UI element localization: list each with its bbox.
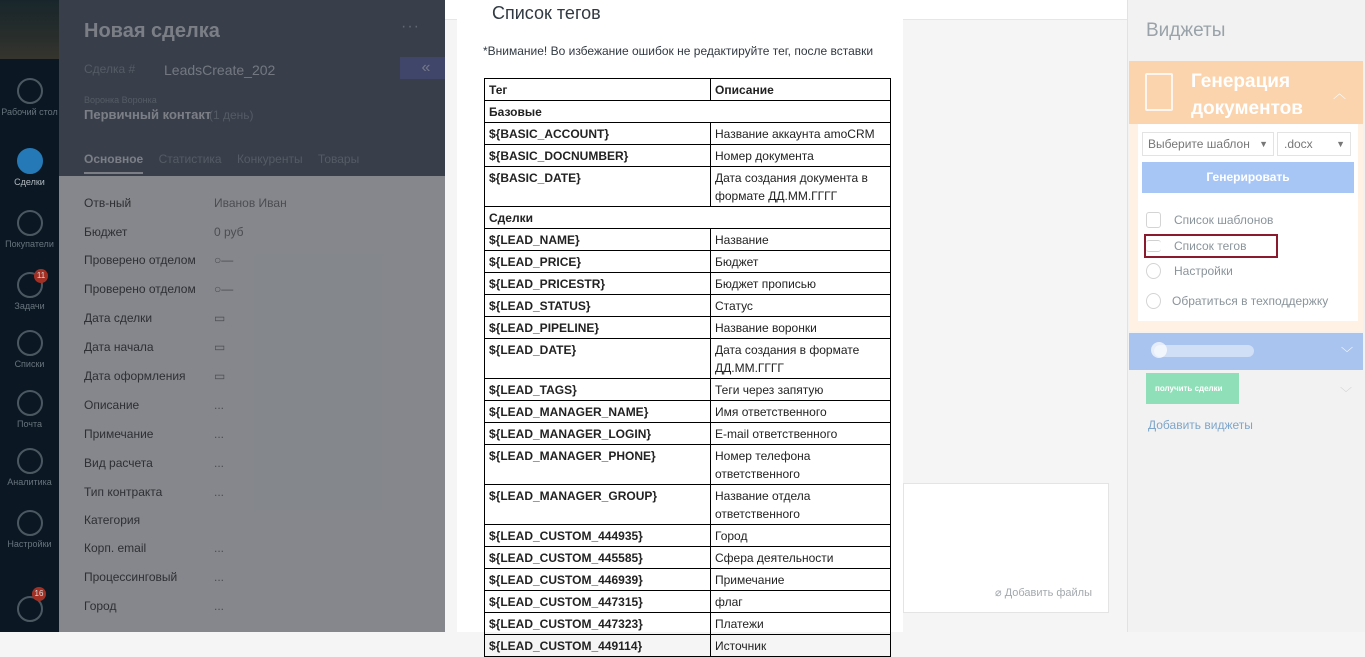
desc-cell: E-mail ответственного xyxy=(711,423,891,445)
tags-table xyxy=(484,78,891,657)
tag-cell[interactable]: ${LEAD_MANAGER_LOGIN} xyxy=(485,423,711,445)
nav-item-customers[interactable]: Покупатели xyxy=(0,210,59,249)
tag-cell[interactable]: ${LEAD_CUSTOM_447315} xyxy=(485,591,711,613)
modal-title: Список тегов xyxy=(492,3,601,23)
paperclip-icon: ⌀ xyxy=(995,587,1005,599)
desc-cell: Бюджет xyxy=(711,251,891,273)
table-row xyxy=(485,379,891,401)
table-header-row xyxy=(485,79,891,101)
tag-cell[interactable]: ${BASIC_DATE} xyxy=(485,167,711,207)
lead-card xyxy=(59,0,445,632)
menu-templates-list[interactable]: Список шаблонов xyxy=(1144,209,1350,231)
attach-files-link[interactable]: ⌀ Добавить файлы xyxy=(995,587,1092,599)
table-row xyxy=(485,445,891,485)
desc-cell: Платежи xyxy=(711,613,891,635)
desc-cell: флаг xyxy=(711,591,891,613)
format-select[interactable]: .docx ▼ xyxy=(1277,132,1351,156)
desc-cell: Источник xyxy=(711,635,891,657)
table-row xyxy=(485,145,891,167)
nav-item-leads[interactable]: Сделки xyxy=(0,148,59,187)
table-row xyxy=(485,295,891,317)
col-desc-header: Описание xyxy=(711,79,891,101)
menu-tags-list[interactable]: Список тегов xyxy=(1144,234,1278,258)
dropdown-arrow-icon: ▼ xyxy=(1259,139,1268,149)
tag-cell[interactable]: ${LEAD_MANAGER_GROUP} xyxy=(485,485,711,525)
desc-cell: Название аккаунта amoCRM xyxy=(711,123,891,145)
table-row xyxy=(485,635,891,657)
tag-cell[interactable]: ${LEAD_CUSTOM_445585} xyxy=(485,547,711,569)
nav-item-analytics[interactable]: Аналитика xyxy=(0,448,59,487)
tag-cell[interactable]: ${LEAD_MANAGER_NAME} xyxy=(485,401,711,423)
table-row xyxy=(485,123,891,145)
menu-settings[interactable]: Настройки xyxy=(1144,260,1350,282)
doc-generation-header[interactable] xyxy=(1129,61,1363,124)
table-row xyxy=(485,591,891,613)
section-row: Базовые xyxy=(485,101,891,123)
tag-cell[interactable]: ${LEAD_NAME} xyxy=(485,229,711,251)
menu-support[interactable]: Обратиться в техподдержку xyxy=(1144,290,1350,312)
tag-cell[interactable]: ${BASIC_DOCNUMBER} xyxy=(485,145,711,167)
get-leads-widget[interactable]: получить сделки xyxy=(1146,373,1239,404)
tag-cell[interactable]: ${BASIC_ACCOUNT} xyxy=(485,123,711,145)
doc-generation-body xyxy=(1138,124,1358,321)
clipboard-icon xyxy=(1146,212,1161,228)
nav-item-lists[interactable]: Списки xyxy=(0,330,59,369)
desc-cell: Название воронки xyxy=(711,317,891,339)
nav-dim-overlay xyxy=(0,0,59,632)
doc-generation-widget xyxy=(1129,61,1363,331)
table-row xyxy=(485,167,891,207)
section-row: Сделки xyxy=(485,207,891,229)
chevron-down-icon[interactable]: ﹀ xyxy=(1340,386,1353,400)
chats-badge: 16 xyxy=(32,587,46,601)
table-row xyxy=(485,525,891,547)
template-select[interactable]: Выберите шаблон ▼ xyxy=(1142,132,1274,156)
desc-cell: Дата создания документа в формате ДД.ММ.ГГГГ xyxy=(711,167,891,207)
desc-cell: Дата создания в формате ДД.ММ.ГГГГ xyxy=(711,339,891,379)
tag-cell[interactable]: ${LEAD_MANAGER_PHONE} xyxy=(485,445,711,485)
table-row xyxy=(485,251,891,273)
table-row xyxy=(485,229,891,251)
tag-cell[interactable]: ${LEAD_CUSTOM_449114} xyxy=(485,635,711,657)
nav-item-dashboard[interactable]: Рабочий стол xyxy=(0,78,59,117)
desc-cell: Статус xyxy=(711,295,891,317)
table-row xyxy=(485,569,891,591)
tag-cell[interactable]: ${LEAD_PIPELINE} xyxy=(485,317,711,339)
list-icon xyxy=(1146,240,1161,252)
table-row xyxy=(485,317,891,339)
nav-item-settings[interactable]: Настройки xyxy=(0,510,59,549)
generate-button[interactable]: Генерировать xyxy=(1142,162,1354,193)
col-tag-header: Тег xyxy=(485,79,711,101)
desc-cell: Город xyxy=(711,525,891,547)
tag-cell[interactable]: ${LEAD_CUSTOM_447323} xyxy=(485,613,711,635)
tag-cell[interactable]: ${LEAD_PRICESTR} xyxy=(485,273,711,295)
card-dim-overlay xyxy=(59,0,445,632)
desc-cell: Номер телефона ответственного xyxy=(711,445,891,485)
desc-cell: Теги через запятую xyxy=(711,379,891,401)
table-row xyxy=(485,547,891,569)
tag-cell[interactable]: ${LEAD_CUSTOM_446939} xyxy=(485,569,711,591)
gear-icon xyxy=(1146,263,1161,279)
desc-cell: Бюджет прописью xyxy=(711,273,891,295)
nav-item-tasks[interactable]: Задачи xyxy=(0,272,59,311)
table-row xyxy=(485,423,891,445)
tag-cell[interactable]: ${LEAD_PRICE} xyxy=(485,251,711,273)
modal-warning: *Внимание! Во избежание ошибок не редактируйте тег, после вставки xyxy=(483,44,874,58)
desc-cell: Название отдела ответственного xyxy=(711,485,891,525)
widgets-panel xyxy=(1127,0,1365,632)
desc-cell: Сфера деятельности xyxy=(711,547,891,569)
headset-icon xyxy=(1146,293,1161,309)
add-widgets-link[interactable]: Добавить виджеты xyxy=(1148,418,1253,432)
table-row xyxy=(485,485,891,525)
chevron-up-icon[interactable]: ︿ xyxy=(1333,86,1347,101)
dropdown-arrow-icon: ▼ xyxy=(1336,139,1345,149)
tag-cell[interactable]: ${LEAD_TAGS} xyxy=(485,379,711,401)
doc-generation-title: Генерация документов xyxy=(1191,71,1303,119)
table-row xyxy=(485,273,891,295)
tasks-badge: 11 xyxy=(34,269,48,283)
nav-item-mail[interactable]: Почта xyxy=(0,390,59,429)
tags-modal xyxy=(457,0,903,653)
document-icon xyxy=(1145,73,1173,111)
table-row xyxy=(485,401,891,423)
chevron-down-icon[interactable]: ﹀ xyxy=(1341,346,1354,360)
widgets-title: Виджеты xyxy=(1146,20,1226,41)
table-row xyxy=(485,613,891,635)
desc-cell: Название xyxy=(711,229,891,251)
tag-cell[interactable]: ${LEAD_STATUS} xyxy=(485,295,711,317)
table-row xyxy=(485,339,891,379)
tag-cell[interactable]: ${LEAD_DATE} xyxy=(485,339,711,379)
desc-cell: Примечание xyxy=(711,569,891,591)
desc-cell: Имя ответственного xyxy=(711,401,891,423)
tag-cell[interactable]: ${LEAD_CUSTOM_444935} xyxy=(485,525,711,547)
widget-blurred-title xyxy=(1154,345,1254,357)
desc-cell: Номер документа xyxy=(711,145,891,167)
collapsed-widget[interactable] xyxy=(1129,333,1363,370)
